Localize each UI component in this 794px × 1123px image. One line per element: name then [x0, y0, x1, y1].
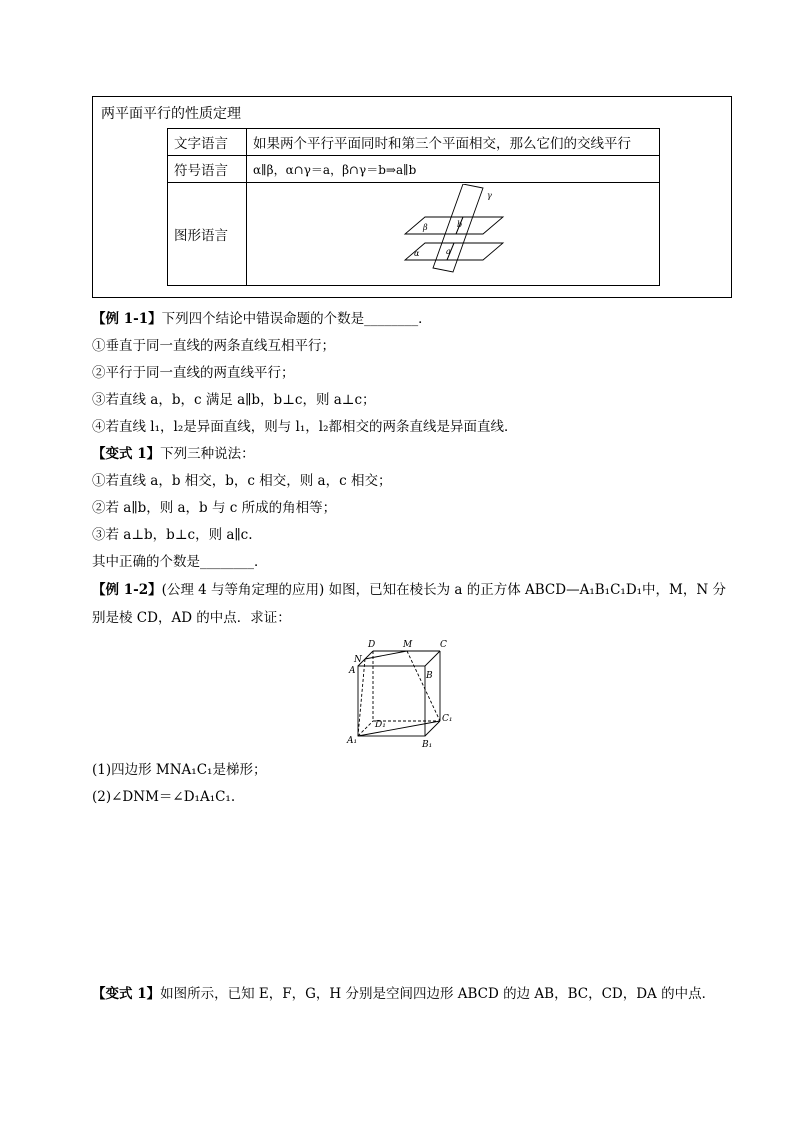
list-item: ④若直线 l₁，l₂是异面直线，则与 l₁，l₂都相交的两条直线是异面直线． — [92, 419, 518, 435]
label-C1: C₁ — [442, 714, 453, 724]
table-row — [168, 183, 660, 286]
label-B: B — [426, 671, 433, 681]
row-label-symbol: 符号语言 — [168, 156, 247, 183]
theorem-title: 两平面平行的性质定理 — [101, 106, 241, 122]
label-A: A — [349, 666, 356, 676]
example-1-1-text: 下列四个结论中错误命题的个数是________． — [161, 311, 432, 327]
variant-1a-question — [92, 444, 255, 464]
label-B1: B₁ — [422, 740, 433, 750]
example-1-2-line1: (公理 4 与等角定理的应用) 如图，已知在棱长为 a 的正方体 ABCD—A₁B₁C₁D₁中，M，N 分 — [161, 582, 726, 598]
row-content-figure — [247, 183, 660, 286]
proof-part-1: (1)四边形 MNA₁C₁是梯形； — [92, 762, 267, 778]
table-row — [168, 156, 660, 183]
alpha-label: α — [414, 248, 420, 258]
variant-1b-question — [92, 984, 715, 1004]
cube-figure — [335, 635, 465, 750]
row-content-symbol: α∥β，α∩γ＝a，β∩γ＝b⇒a∥b — [247, 156, 660, 183]
table-row — [168, 129, 660, 156]
list-item: ①若直线 a，b 相交，b，c 相交，则 a，c 相交； — [92, 473, 392, 489]
example-1-2-question — [92, 580, 726, 600]
beta-label: β — [423, 222, 428, 232]
parallel-planes-figure — [247, 184, 659, 285]
example-1-2-heading: 【例 1-2】 — [92, 582, 162, 598]
variant-1b-text: 如图所示，已知 E，F，G，H 分别是空间四边形 ABCD 的边 AB，BC，CD，DA 的中点． — [160, 986, 716, 1002]
label-N: N — [354, 655, 362, 665]
label-C: C — [440, 640, 447, 650]
variant-1b-heading: 【变式 1】 — [92, 986, 161, 1002]
variant-1a-text: 下列三种说法： — [160, 446, 255, 462]
b-label: b — [457, 219, 463, 229]
label-D1: D₁ — [375, 720, 386, 730]
list-item: ③若直线 a，b，c 满足 a∥b，b⊥c，则 a⊥c； — [92, 392, 376, 408]
theorem-box — [92, 96, 732, 298]
label-A1: A₁ — [347, 736, 358, 746]
proof-part-2: (2)∠DNM＝∠D₁A₁C₁. — [92, 789, 236, 805]
variant-1a-heading: 【变式 1】 — [92, 446, 161, 462]
a-label: a — [446, 246, 451, 256]
example-1-2-line2: 别是棱 CD，AD 的中点．求证： — [92, 610, 291, 626]
row-label-text: 文字语言 — [168, 129, 247, 156]
row-label-figure: 图形语言 — [168, 183, 247, 286]
gamma-label: γ — [487, 190, 492, 200]
example-1-1-question — [92, 309, 432, 329]
label-M: M — [403, 640, 413, 650]
list-item: ②若 a∥b，则 a，b 与 c 所成的角相等； — [92, 500, 337, 516]
label-D: D — [368, 640, 376, 650]
row-content-text: 如果两个平行平面同时和第三个平面相交，那么它们的交线平行 — [247, 129, 660, 156]
list-item: ①垂直于同一直线的两条直线互相平行； — [92, 338, 335, 354]
theorem-table — [167, 128, 660, 286]
example-1-1-heading: 【例 1-1】 — [92, 311, 162, 327]
list-item: ②平行于同一直线的两直线平行； — [92, 365, 295, 381]
list-item: ③若 a⊥b，b⊥c，则 a∥c. — [92, 527, 253, 543]
variant-1a-ending: 其中正确的个数是________． — [92, 554, 268, 570]
